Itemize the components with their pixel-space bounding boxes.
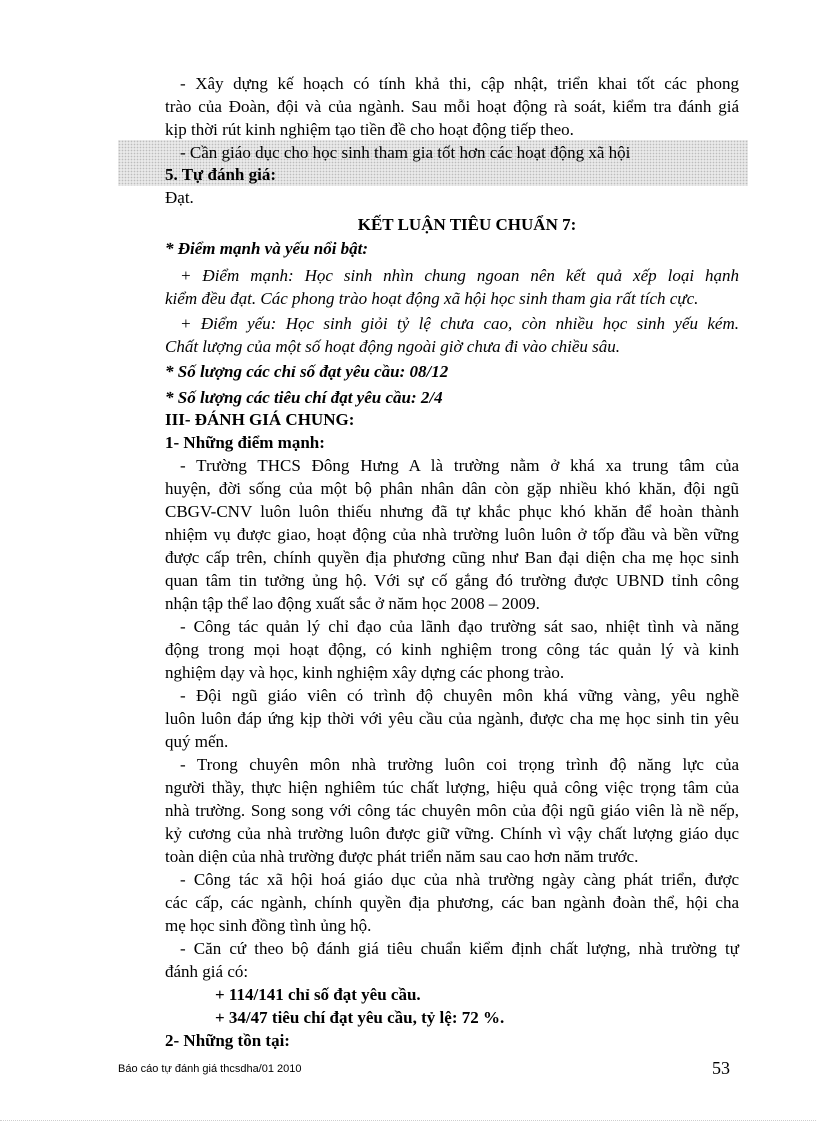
paragraph-line: toàn diện của nhà trường được phát triển năm sau cao hơn năm trước. — [165, 847, 639, 866]
paragraph-line: - Xây dựng kế hoạch có tính khả thi, cập nhật, triển khai tốt các phong — [180, 74, 739, 93]
paragraph-line: - Công tác xã hội hoá giáo dục của nhà trường ngày càng phát triển, được — [180, 870, 739, 889]
paragraph-line: luôn luôn đáp ứng kịp thời với yêu cầu của ngành, được cha mẹ học sinh tin yêu — [165, 709, 739, 728]
page-number: 53 — [712, 1058, 730, 1078]
paragraph-line: động trong mọi hoạt động, có kinh nghiệm trong công tác quản lý và kinh — [165, 640, 739, 659]
paragraph-line: nghiệm dạy và học, kinh nghiệm xây dựng các phong trào. — [165, 663, 565, 682]
paragraph-line: CBGV-CNV luôn luôn thiếu nhưng đã tự khắc phục khó khăn để hoàn thành — [165, 502, 739, 521]
paragraph-line: - Trong chuyên môn nhà trường luôn coi trọng trình độ năng lực của — [180, 755, 739, 774]
paragraph-line: huyện, đời sống của một bộ phân nhân dân còn gặp nhiều khó khăn, đội ngũ — [165, 479, 739, 498]
paragraph-line: được cấp trên, chính quyền địa phương cũng như Ban đại diện cha mẹ học sinh — [165, 548, 739, 567]
result-criteria: + 34/47 tiêu chí đạt yêu cầu, tỷ lệ: 72 %. — [215, 1008, 505, 1027]
result-indicators: + 114/141 chỉ số đạt yêu cầu. — [215, 985, 421, 1004]
criteria-count: * Số lượng các tiêu chí đạt yêu cầu: 2/4 — [165, 388, 443, 407]
section-heading: 5. Tự đánh giá: — [165, 165, 276, 184]
paragraph-line: nhận tập thể lao động xuất sắc ở năm học 2008 – 2009. — [165, 594, 540, 613]
paragraph-line: nhà trường. Song song với công tác chuyên môn của đội ngũ giáo viên là nề nếp, — [165, 801, 739, 820]
paragraph-line: - Đội ngũ giáo viên có trình độ chuyên môn khá vững vàng, yêu nghề — [180, 686, 739, 705]
conclusion-heading: KẾT LUẬN TIÊU CHUẨN 7: — [357, 215, 577, 234]
section-heading: III- ĐÁNH GIÁ CHUNG: — [165, 410, 355, 429]
paragraph-line: - Cần giáo dục cho học sinh tham gia tốt hơn các hoạt động xã hội — [180, 143, 631, 162]
paragraph-line: Chất lượng của một số hoạt động ngoài giờ chưa đi vào chiều sâu. — [165, 337, 621, 356]
paragraph-line: đánh giá có: — [165, 962, 249, 981]
paragraph-line: nhiệm vụ được giao, hoạt động của nhà trường luôn luôn ở tốp đầu và bền vững — [165, 525, 739, 544]
paragraph-line: kỷ cương của nhà trường luôn được giữ vững. Chính vì vậy chất lượng giáo dục — [165, 824, 739, 843]
section-heading: 2- Những tồn tại: — [165, 1031, 290, 1050]
paragraph-line: quan tâm tin tưởng ủng hộ. Với sự cố gắng đó trường được UBND tỉnh công — [165, 571, 739, 590]
paragraph-line: người thầy, thực hiện nghiêm túc chất lượng, hiệu quả công việc trọng tâm của — [165, 778, 739, 797]
paragraph-line: Đạt. — [165, 188, 194, 207]
paragraph-line: - Công tác quản lý chỉ đạo của lãnh đạo trường sát sao, nhiệt tình và năng — [180, 617, 739, 636]
footer-text: Báo cáo tự đánh giá thcsdha/01 2010 — [118, 1063, 302, 1075]
paragraph-line: quý mến. — [165, 732, 229, 751]
paragraph-line: các cấp, các ngành, chính quyền địa phương, các ban ngành đoàn thể, hội cha — [165, 893, 739, 912]
page-divider — [0, 1120, 816, 1122]
paragraph-line: - Trường THCS Đông Hưng A là trường nằm ở khá xa trung tâm của — [180, 456, 739, 475]
paragraph-line: + Điểm mạnh: Học sinh nhìn chung ngoan nên kết quả xếp loại hạnh — [180, 266, 739, 285]
paragraph-line: kiểm đều đạt. Các phong trào hoạt động xã hội học sinh tham gia rất tích cực. — [165, 289, 699, 308]
section-heading: 1- Những điểm mạnh: — [165, 433, 325, 452]
paragraph-line: kịp thời rút kinh nghiệm tạo tiền đề cho hoạt động tiếp theo. — [165, 120, 574, 139]
paragraph-line: trào của Đoàn, đội và của ngành. Sau mỗi hoạt động rà soát, kiểm tra đánh giá — [165, 97, 739, 116]
subheading: * Điểm mạnh và yếu nổi bật: — [165, 239, 369, 258]
paragraph-line: mẹ học sinh đồng tình ủng hộ. — [165, 916, 372, 935]
paragraph-line: - Căn cứ theo bộ đánh giá tiêu chuẩn kiểm định chất lượng, nhà trường tự — [180, 939, 739, 958]
paragraph-line: + Điểm yếu: Học sinh giỏi tỷ lệ chưa cao, còn nhiều học sinh yếu kém. — [180, 314, 739, 333]
indicator-count: * Số lượng các chỉ số đạt yêu cầu: 08/12 — [165, 362, 449, 381]
